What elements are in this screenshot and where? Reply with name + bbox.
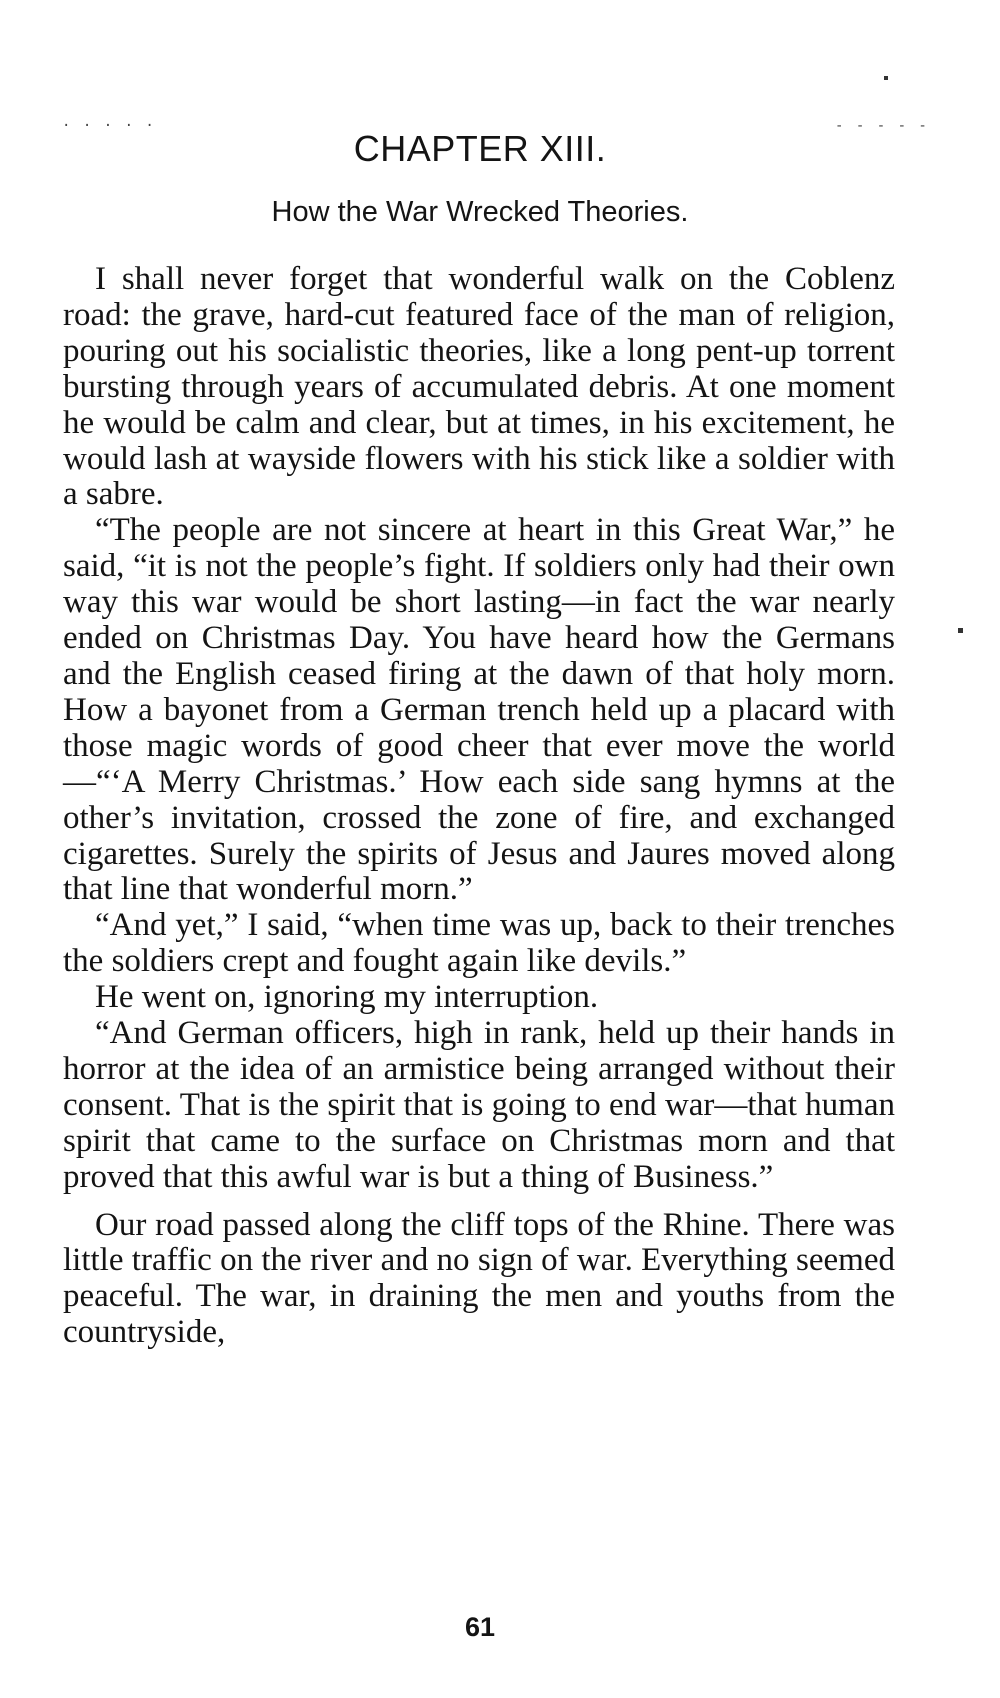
- print-speck-right: - - - - -: [835, 118, 929, 134]
- print-dot-top: [884, 76, 888, 80]
- paragraph: Our road passed along the cliff tops of the Rhine. There was little traffic on the river and no sign of war. Everything seemed peaceful. The war, in draining the men and youths from the countryside,: [63, 1206, 895, 1351]
- paragraph: He went on, ignoring my interruption.: [95, 979, 599, 1016]
- paragraph: “The people are not sincere at heart in this Great War,” he said, “it is not the people’s fight. If soldiers only had their own way this war would be short lasting—in fact the war nearly ended on Christmas Day. You have heard how the Germans and the English ceased firing at the dawn of that holy morn. How a bayonet from a German trench held up a placard with those magic words of good cheer that ever move the world—“‘A Merry Christmas.’ How each side sang hymns at the other’s invitation, crossed the zone of fire, and exchanged cigarettes. Surely the spirits of Jesus and Jaures moved along that line that wonderful morn.”: [63, 512, 895, 908]
- paragraph: I shall never forget that wonderful walk on the Coblenz road: the grave, hard-cut featured face of the man of religion, pouring out his socialistic theories, like a long pent-up torrent bursting through years of accumulated debris. At one moment he would be calm and clear, but at times, in his excitement, he would lash at wayside flowers with his stick like a soldier with a sabre.: [63, 261, 895, 513]
- body-text: [63, 262, 895, 1351]
- chapter-title: CHAPTER XIII.: [353, 128, 607, 169]
- chapter-subtitle: How the War Wrecked Theories.: [271, 196, 689, 228]
- page-number: 61: [464, 1612, 496, 1642]
- print-speck-left: · · · · ·: [62, 118, 156, 134]
- paragraph: “And German officers, high in rank, held up their hands in horror at the idea of an armistice being arranged without their consent. That is the spirit that is going to end war—that human spirit that came to the surface on Christmas morn and that proved that this awful war is but a thing of Business.”: [63, 1015, 895, 1195]
- print-dot-margin: [958, 628, 963, 633]
- paragraph: “And yet,” I said, “when time was up, back to their trenches the soldiers crept and fought again like devils.”: [63, 907, 895, 980]
